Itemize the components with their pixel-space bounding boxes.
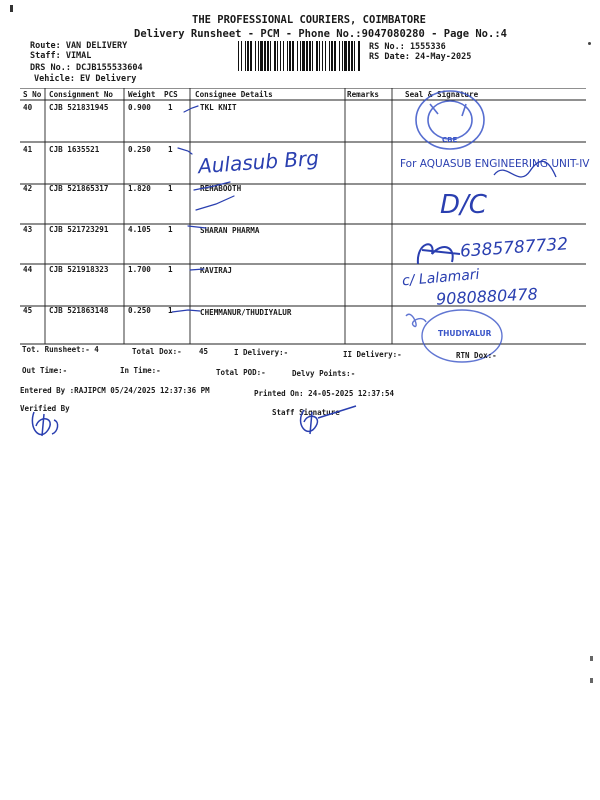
col-header-seal: Seal & Signature: [405, 90, 479, 99]
row-42-signature: D/C: [440, 190, 487, 220]
row-41-sno: 41: [23, 145, 33, 154]
row-44-phone-2: 9080880478: [435, 284, 539, 309]
runsheet-title: Delivery Runsheet - PCM - Phone No.:9047080280 - Page No.:4: [134, 28, 507, 40]
col-header-weight: Weight: [128, 90, 156, 99]
row-45-consignee: CHEMMANUR/THUDIYALUR: [200, 308, 292, 317]
company-seal-stamp: [406, 86, 498, 152]
row-43-pcs: 1: [168, 225, 173, 234]
row-40-weight: 0.900: [128, 103, 151, 112]
row-40-pcs: 1: [168, 103, 173, 112]
row-44-consignment: CJB 521918323: [49, 265, 109, 274]
company-name: THE PROFESSIONAL COURIERS, COIMBATORE: [192, 14, 426, 26]
row-44-sno: 44: [23, 265, 33, 274]
verified-by-signature: [26, 408, 66, 444]
row-43-consignee: SHARAN PHARMA: [200, 226, 260, 235]
seal-scribble: [490, 155, 560, 191]
row-44-scribble: [412, 236, 466, 270]
aquasub-stamp-text: For AQUASUB ENGINEERING UNIT-IV: [400, 158, 590, 170]
row-45-sno: 45: [23, 306, 33, 315]
i-delivery: I Delivery:-: [234, 348, 289, 357]
thudiyalur-seal-label: THUDIYALUR: [438, 329, 492, 338]
edge-mark: [590, 678, 593, 683]
col-header-pcs: PCS: [164, 90, 178, 99]
row-44-name: c/ Lalamari: [401, 266, 481, 290]
delvy-points: Delvy Points:-: [292, 369, 356, 378]
rtn-dox: RTN Dox:-: [456, 351, 497, 360]
route: Route: VAN DELIVERY: [30, 41, 128, 51]
row-44-consignee: KAVIRAJ: [200, 266, 233, 275]
rs-date: RS Date: 24-May-2025: [369, 52, 472, 62]
punch-mark: [10, 5, 13, 12]
staff-signature-mark: [292, 404, 362, 440]
total-dox-value: 45: [199, 347, 209, 356]
row-40-sno: 40: [23, 103, 33, 112]
total-dox-label: Total Dox:-: [132, 347, 182, 356]
row-44-pcs: 1: [168, 265, 173, 274]
row-45-weight: 0.250: [128, 306, 151, 315]
pen-strokes: [170, 98, 330, 328]
row-41-consignment: CJB 1635521: [49, 145, 100, 154]
col-header-sno: S No: [23, 90, 42, 99]
row-43-consignment: CJB 521723291: [49, 225, 109, 234]
edge-mark: [588, 42, 591, 45]
ii-delivery: II Delivery:-: [343, 350, 402, 359]
row-45-pcs: 1: [168, 306, 173, 315]
row-40-consignee: TKL KNIT: [200, 103, 237, 112]
col-header-consignment: Consignment No: [49, 90, 114, 99]
row-42-consignee: REHABOOTH: [200, 184, 242, 193]
barcode: [238, 41, 362, 71]
edge-mark: [590, 656, 593, 661]
row-41-signature: Aulasub Brg: [197, 145, 320, 179]
rs-number: RS No.: 1555336: [369, 42, 446, 52]
row-43-weight: 4.105: [128, 225, 151, 234]
staff-signature-label: Staff Signature: [272, 408, 340, 417]
row-43-sno: 43: [23, 225, 33, 234]
row-42-sno: 42: [23, 184, 33, 193]
row-44-phone: 6385787732: [459, 234, 569, 262]
seal-label: CBE: [442, 136, 458, 144]
row-42-pcs: 1: [168, 184, 173, 193]
row-42-weight: 1.820: [128, 184, 151, 193]
printed-on: Printed On: 24-05-2025 12:37:54: [254, 389, 394, 398]
row-41-pcs: 1: [168, 145, 173, 154]
total-pod: Total POD:-: [216, 368, 266, 377]
row-45-consignment: CJB 521863148: [49, 306, 109, 315]
entered-by: Entered By :RAJIPCM 05/24/2025 12:37:36 PM: [20, 386, 210, 395]
vehicle: Vehicle: EV Delivery: [34, 74, 137, 84]
staff: Staff: VIMAL: [30, 51, 92, 61]
row-42-consignment: CJB 521865317: [49, 184, 109, 193]
in-time: In Time:-: [120, 366, 161, 375]
row-44-weight: 1.700: [128, 265, 151, 274]
tot-runsheet: Tot. Runsheet:- 4: [22, 345, 99, 354]
col-header-consignee: Consignee Details: [195, 90, 273, 99]
verified-by-label: Verified By: [20, 404, 70, 413]
col-header-remarks: Remarks: [347, 90, 380, 99]
drs-number: DRS No.: DCJB155533604: [30, 63, 143, 73]
out-time: Out Time:-: [22, 366, 68, 375]
row-40-consignment: CJB 521831945: [49, 103, 109, 112]
row-41-weight: 0.250: [128, 145, 151, 154]
